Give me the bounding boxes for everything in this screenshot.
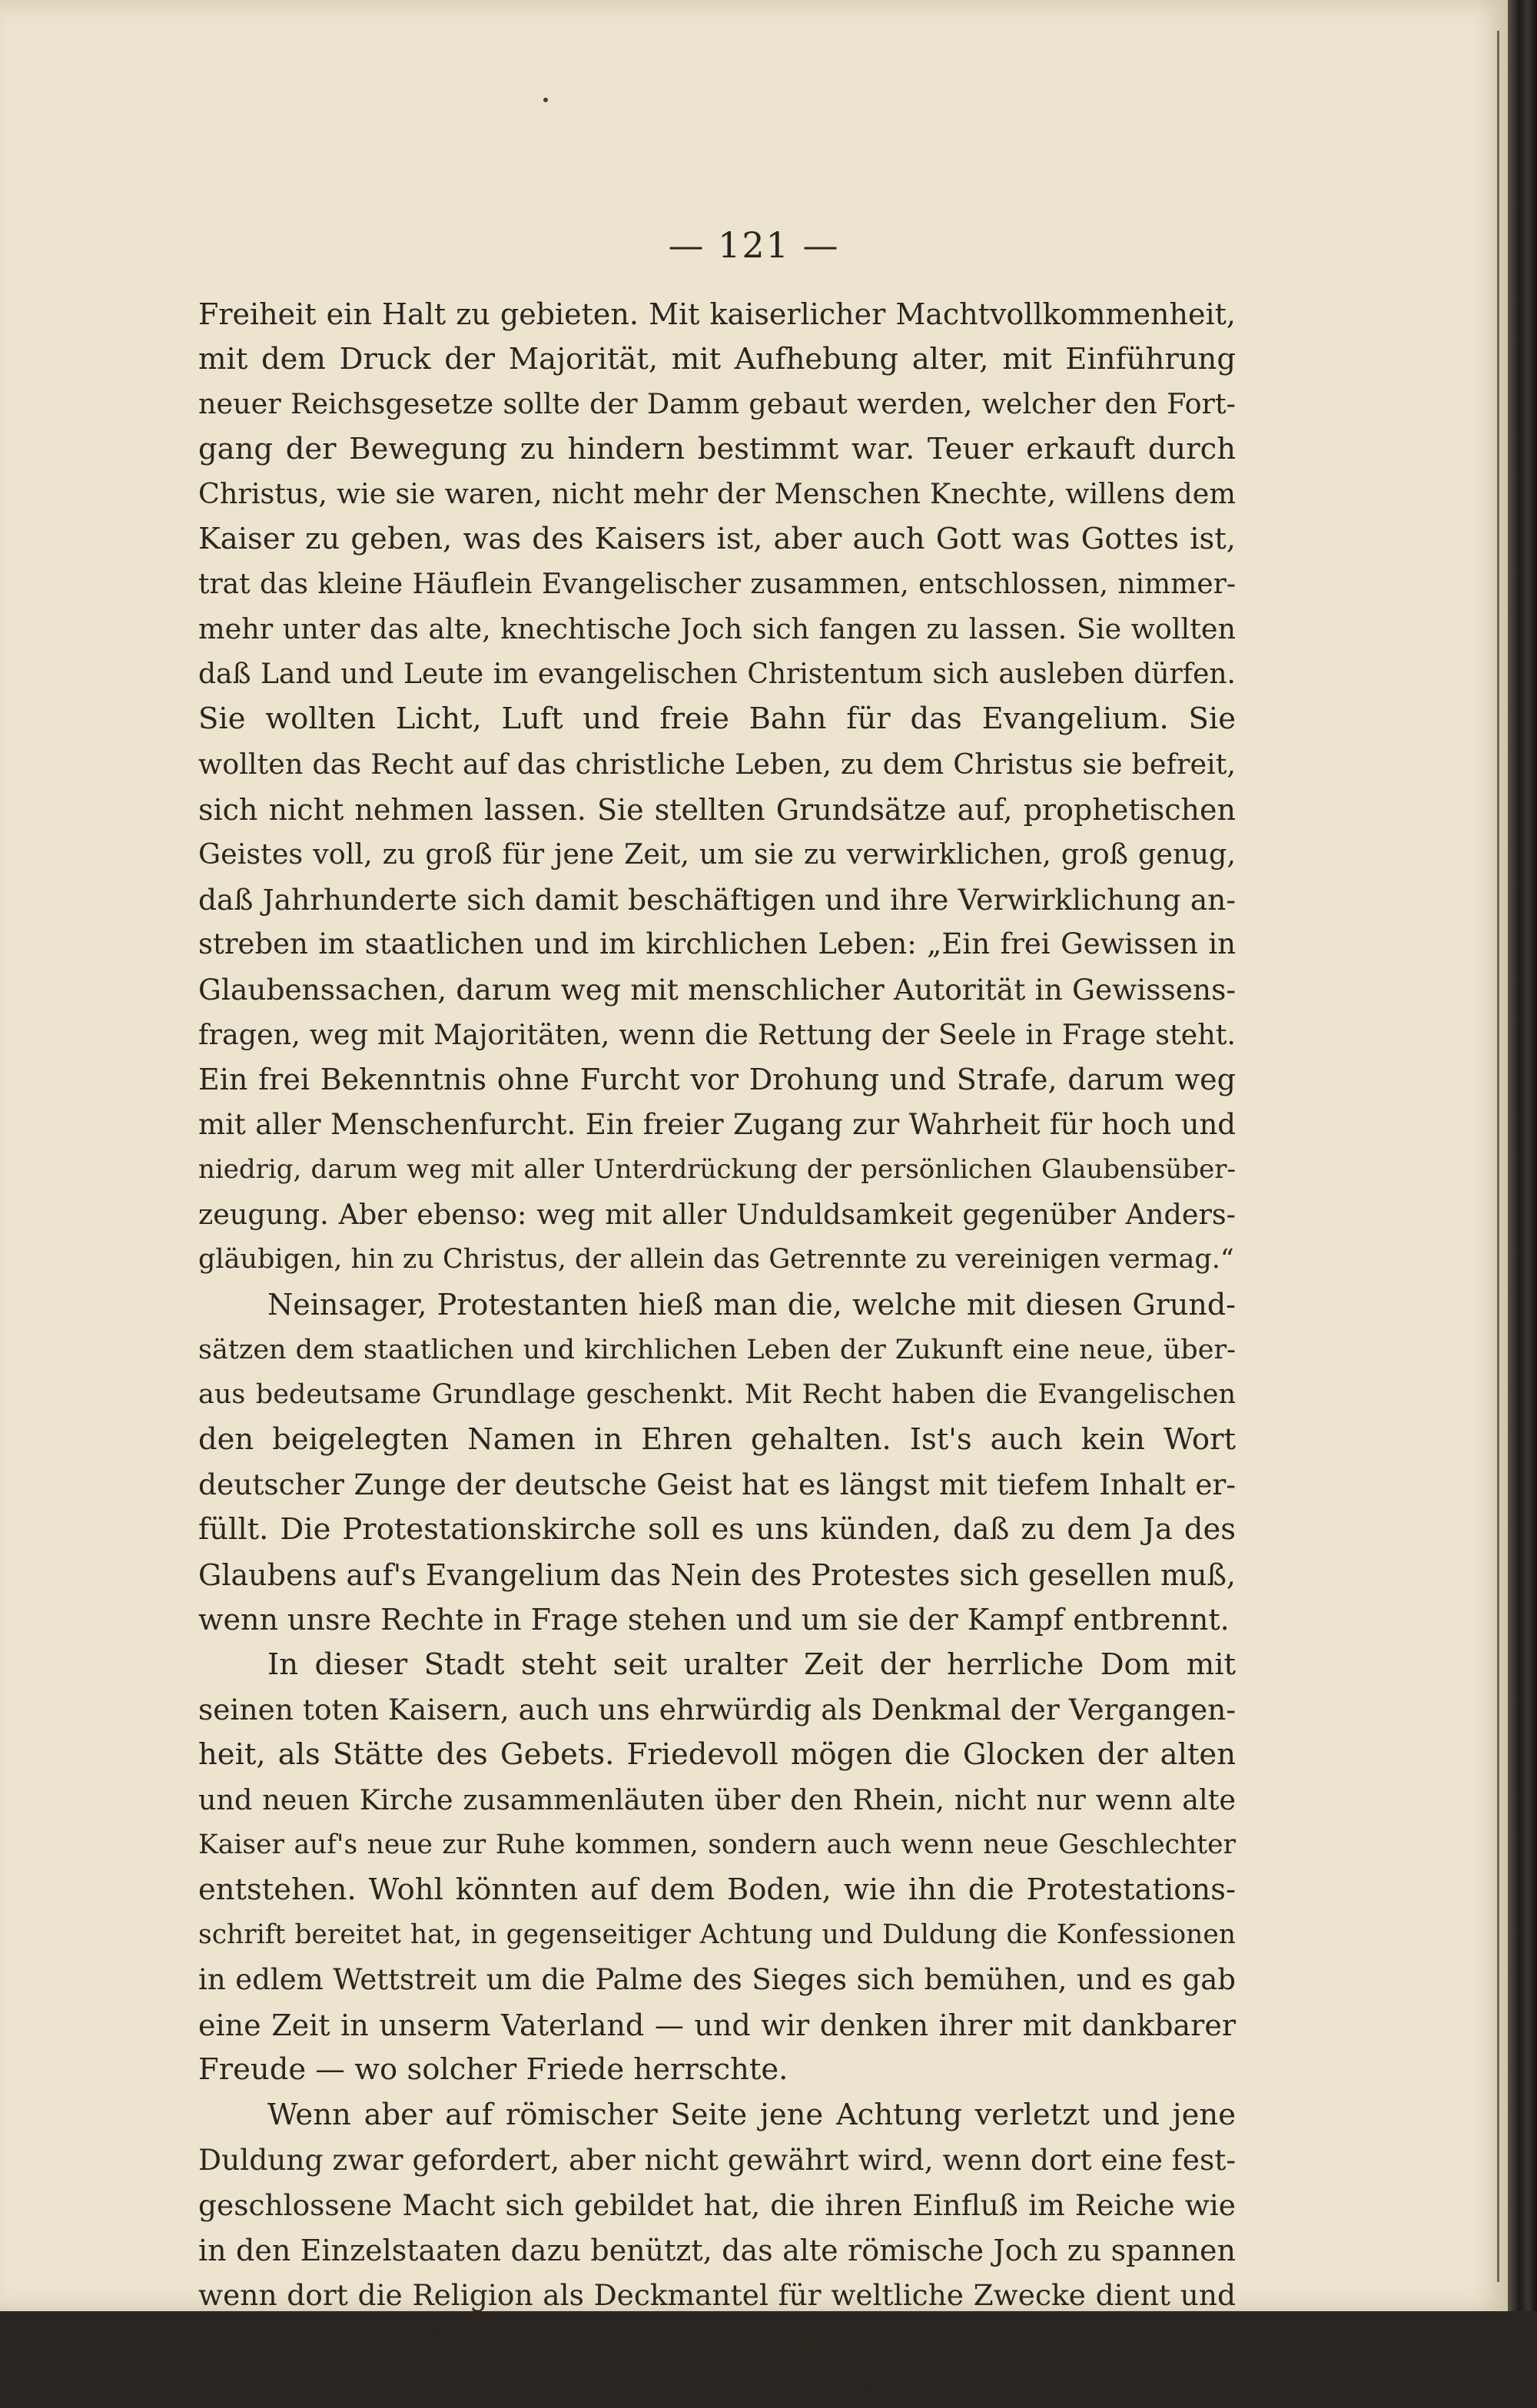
body-text xyxy=(198,292,1236,2408)
text-line: gang der Bewegung zu hindern bestimmt war. Teuer erkauft durch xyxy=(198,431,1236,466)
text-line: gläubigen, hin zu Christus, der allein das Getrennte zu vereinigen vermag.“ xyxy=(198,1244,1234,1275)
text-line: Ein frei Bekenntnis ohne Furcht vor Drohung und Strafe, darum weg xyxy=(198,1063,1236,1097)
text-line: geschlossene Macht sich gebildet hat, die ihren Einfluß im Reiche wie xyxy=(198,2187,1236,2222)
text-line: in edlem Wettstreit um die Palme des Sieges sich bemühen, und es gab xyxy=(198,1962,1236,1996)
book-spine xyxy=(1508,0,1537,2311)
text-line: Wenn aber auf römischer Seite jene Achtung verletzt und jene xyxy=(267,2097,1236,2132)
page-number: — 121 — xyxy=(668,224,840,266)
text-line: unsere Glaubensväter und unser Glaube selbst mit Schmähungen über- xyxy=(198,2368,1236,2402)
text-line: Geistes voll, zu groß für jene Zeit, um sie zu verwirklichen, groß genug, xyxy=(198,837,1236,871)
text-line: mit aller Menschenfurcht. Ein freier Zugang zur Wahrheit für hoch und xyxy=(198,1107,1236,1141)
page-edge-line xyxy=(1497,31,1499,2282)
text-line: Kaiser zu geben, was des Kaisers ist, aber auch Gott was Gottes ist, xyxy=(198,521,1236,556)
text-line: Glaubens auf's Evangelium das Nein des Protestes sich gesellen muß, xyxy=(198,1557,1236,1592)
text-line: Duldung zwar gefordert, aber nicht gewährt wird, wenn dort eine fest- xyxy=(198,2143,1236,2177)
text-line: mit dem Druck der Majorität, mit Aufhebung alter, mit Einführung xyxy=(198,341,1236,376)
text-line: daß Land und Leute im evangelischen Christentum sich ausleben dürfen. xyxy=(198,658,1236,690)
text-line: aus bedeutsame Grundlage geschenkt. Mit Recht haben die Evangelischen xyxy=(198,1379,1236,1411)
text-line: sich nicht nehmen lassen. Sie stellten Grundsätze auf, prophetischen xyxy=(198,792,1236,827)
text-line: wollten das Recht auf das christliche Leben, zu dem Christus sie befreit, xyxy=(198,747,1236,781)
text-line: fragen, weg mit Majoritäten, wenn die Rettung der Seele in Frage steht. xyxy=(198,1017,1236,1051)
text-line: den beigelegten Namen in Ehren gehalten. Ist's auch kein Wort xyxy=(198,1421,1236,1457)
text-line: wenn unsre Rechte in Frage stehen und um sie der Kampf entbrennt. xyxy=(198,1603,1230,1637)
text-line: streben im staatlichen und im kirchlichen Leben: „Ein frei Gewissen in xyxy=(198,927,1236,961)
text-line: eine Zeit in unserm Vaterland — und wir denken ihrer mit dankbarer xyxy=(198,2008,1236,2042)
text-line: zeugung. Aber ebenso: weg mit aller Unduldsamkeit gegenüber Anders- xyxy=(198,1197,1236,1231)
text-line: daß Jahrhunderte sich damit beschäftigen und ihre Verwirklichung an- xyxy=(198,882,1236,917)
text-line: deutscher Zunge der deutsche Geist hat es längst mit tiefem Inhalt er- xyxy=(198,1468,1236,1502)
text-line: Neinsager, Protestanten hieß man die, welche mit diesen Grund- xyxy=(267,1288,1236,1322)
text-line: in den Einzelstaaten dazu benützt, das alte römische Joch zu spannen xyxy=(198,2233,1236,2267)
text-line: füllt. Die Protestationskirche soll es uns künden, daß zu dem Ja des xyxy=(198,1512,1236,1547)
ink-speck xyxy=(543,98,548,102)
text-line: entstehen. Wohl könnten auf dem Boden, wie ihn die Protestations- xyxy=(198,1872,1236,1907)
text-line: die alte Herrschsucht Roms mit neuer Kraft sich erhebt, wenn dort xyxy=(198,2322,1236,2357)
text-line: und neuen Kirche zusammenläuten über den Rhein, nicht nur wenn alte xyxy=(198,1783,1236,1816)
text-line: Sie wollten Licht, Luft und freie Bahn für das Evangelium. Sie xyxy=(198,702,1236,737)
text-line: Christus, wie sie waren, nicht mehr der Menschen Knechte, willens dem xyxy=(198,477,1236,511)
text-line: wenn dort die Religion als Deckmantel für weltliche Zwecke dient und xyxy=(198,2278,1236,2313)
text-line: seinen toten Kaisern, auch uns ehrwürdig als Denkmal der Vergangen- xyxy=(198,1693,1236,1727)
text-line: niedrig, darum weg mit aller Unterdrückung der persönlichen Glaubensüber- xyxy=(198,1154,1236,1186)
text-line: schrift bereitet hat, in gegenseitiger Achtung und Duldung die Konfessionen xyxy=(198,1919,1236,1951)
text-line: In dieser Stadt steht seit uralter Zeit der herrliche Dom mit xyxy=(267,1647,1236,1682)
text-line: Glaubenssachen, darum weg mit menschlicher Autorität in Gewissens- xyxy=(198,972,1236,1007)
text-line: heit, als Stätte des Gebets. Friedevoll mögen die Glocken der alten xyxy=(198,1737,1236,1772)
text-line: Freude — wo solcher Friede herrschte. xyxy=(198,2052,788,2088)
text-line: trat das kleine Häuflein Evangelischer zusammen, entschlossen, nimmer- xyxy=(198,568,1236,600)
text-line: Kaiser auf's neue zur Ruhe kommen, sondern auch wenn neue Geschlechter xyxy=(198,1829,1236,1861)
text-line: sätzen dem staatlichen und kirchlichen Leben der Zukunft eine neue, über- xyxy=(198,1334,1236,1365)
text-line: Freiheit ein Halt zu gebieten. Mit kaiserlicher Machtvollkommenheit, xyxy=(198,297,1236,331)
text-line: neuer Reichsgesetze sollte der Damm gebaut werden, welcher den Fort- xyxy=(198,387,1236,421)
text-line: mehr unter das alte, knechtische Joch sich fangen zu lassen. Sie wollten xyxy=(198,612,1236,646)
